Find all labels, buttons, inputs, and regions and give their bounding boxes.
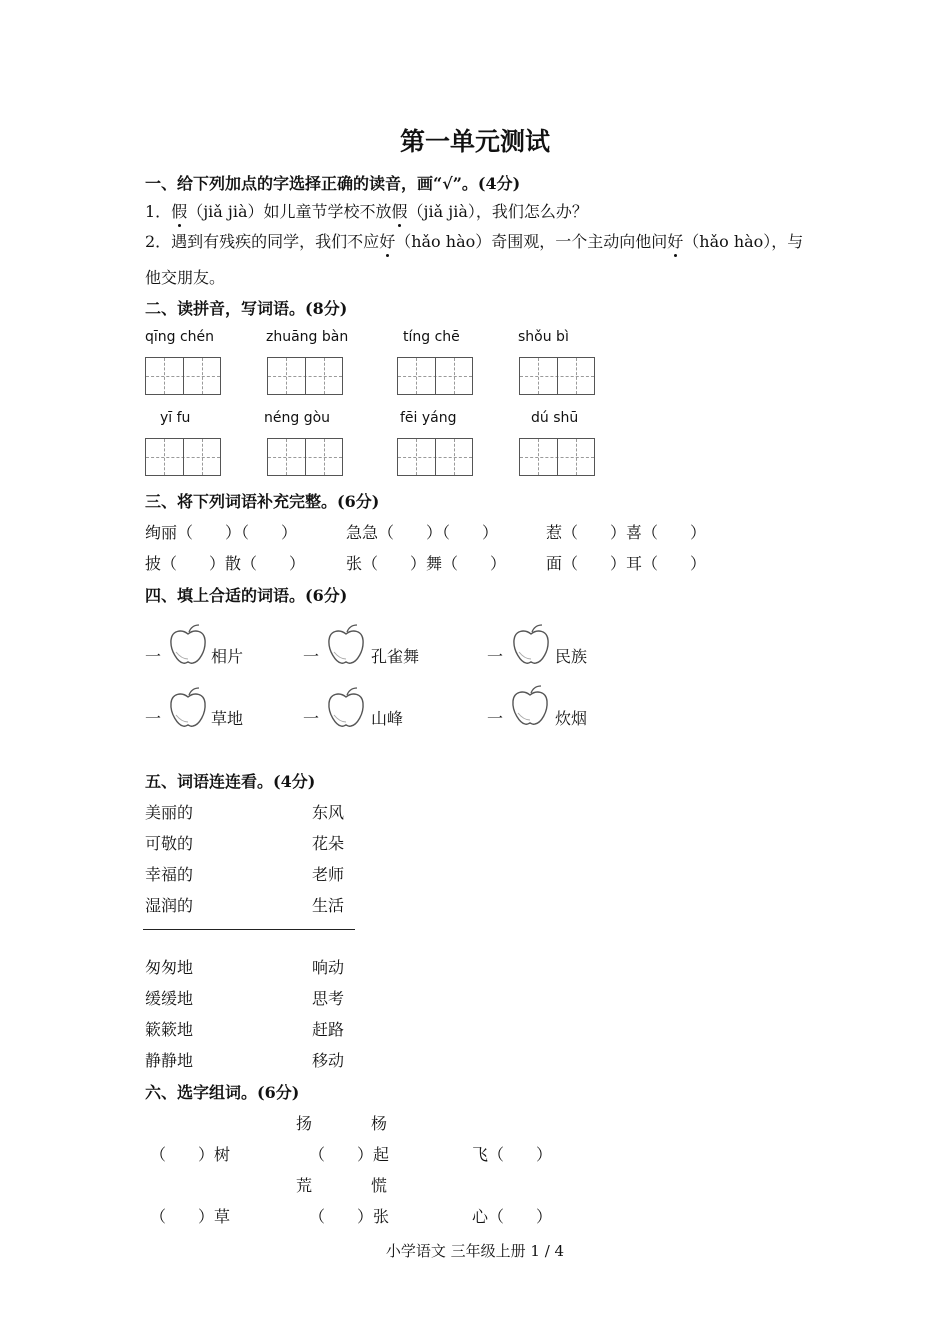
match-left-word[interactable]: 缓缓地 xyxy=(145,989,194,1008)
apple-blank-icon[interactable] xyxy=(511,624,551,666)
writing-grid[interactable] xyxy=(267,357,343,395)
match-right-word[interactable]: 响动 xyxy=(312,958,345,977)
apple-blank-icon[interactable] xyxy=(326,687,366,729)
apple-blank-icon[interactable] xyxy=(510,685,550,727)
match-left-word[interactable]: 静静地 xyxy=(145,1051,194,1070)
match-right-word[interactable]: 生活 xyxy=(312,896,345,915)
fill-blank-item[interactable]: 张（ ）舞（ ） xyxy=(346,554,507,573)
char-choice: 扬 xyxy=(296,1114,313,1133)
match-right-word[interactable]: 赶路 xyxy=(312,1020,345,1039)
writing-grid[interactable] xyxy=(397,438,473,476)
fill-blank-item[interactable]: 惹（ ）喜（ ） xyxy=(546,523,707,542)
match-left-word[interactable]: 匆匆地 xyxy=(145,958,194,977)
fill-blank-item[interactable]: 披（ ）散（ ） xyxy=(145,554,306,573)
char-choice: 慌 xyxy=(371,1176,388,1195)
question-1-line: 1．假（jiǎ jià）如儿童节学校不放假（jiǎ jià），我们怎么办？ xyxy=(145,199,588,222)
fill-blank-item[interactable]: 面（ ）耳（ ） xyxy=(546,554,707,573)
pinyin-label: néng gòu xyxy=(264,410,331,426)
dotted-char: 好 xyxy=(379,229,395,252)
match-right-word[interactable]: 移动 xyxy=(312,1051,345,1070)
measure-noun: 民族 xyxy=(555,647,588,666)
writing-grid[interactable] xyxy=(145,357,221,395)
match-right-word[interactable]: 花朵 xyxy=(312,834,345,853)
page-footer: 小学语文 三年级上册 1 / 4 xyxy=(385,1242,565,1260)
section-4-heading: 四、填上合适的词语。(6分) xyxy=(145,586,348,605)
apple-blank-icon[interactable] xyxy=(326,624,366,666)
measure-noun: 草地 xyxy=(211,709,244,728)
fill-blank-item[interactable]: 急急（ ）（ ） xyxy=(346,523,499,542)
char-choice: 杨 xyxy=(371,1114,388,1133)
match-left-word[interactable]: 美丽的 xyxy=(145,803,194,822)
match-right-word[interactable]: 东风 xyxy=(312,803,345,822)
section-3-heading: 三、将下列词语补充完整。(6分) xyxy=(145,492,380,511)
writing-grid[interactable] xyxy=(145,438,221,476)
measure-prefix: 一 xyxy=(303,647,320,666)
pinyin-label: dú shū xyxy=(531,410,579,426)
divider-line xyxy=(143,929,355,930)
section-2-heading: 二、读拼音，写词语。(8分) xyxy=(145,299,348,318)
section-5-heading: 五、词语连连看。(4分) xyxy=(145,772,316,791)
writing-grid[interactable] xyxy=(519,357,595,395)
apple-blank-icon[interactable] xyxy=(168,687,208,729)
pinyin-label: fēi yáng xyxy=(400,410,457,426)
measure-prefix: 一 xyxy=(487,647,504,666)
word-blank[interactable]: （ ）张 xyxy=(309,1207,390,1226)
section-1-heading: 一、给下列加点的字选择正确的读音，画“√”。(4分) xyxy=(145,174,521,193)
fill-blank-item[interactable]: 绚丽（ ）（ ） xyxy=(145,523,298,542)
match-right-word[interactable]: 思考 xyxy=(312,989,345,1008)
measure-noun: 相片 xyxy=(211,647,244,666)
question-2-line: 2．遇到有残疾的同学，我们不应好（hǎo hào）奇围观，一个主动向他问好（hǎo hào），与 xyxy=(145,229,803,252)
dotted-char: 假 xyxy=(392,199,408,222)
pinyin-label: zhuāng bàn xyxy=(266,329,349,345)
measure-noun: 孔雀舞 xyxy=(371,647,420,666)
match-left-word[interactable]: 湿润的 xyxy=(145,896,194,915)
measure-noun: 炊烟 xyxy=(555,709,588,728)
measure-prefix: 一 xyxy=(487,709,504,728)
match-right-word[interactable]: 老师 xyxy=(312,865,345,884)
question-2-continuation: 他交朋友。 xyxy=(145,268,226,287)
measure-noun: 山峰 xyxy=(371,709,404,728)
section-6-heading: 六、选字组词。(6分) xyxy=(145,1083,300,1102)
word-blank[interactable]: （ ）树 xyxy=(150,1145,231,1164)
measure-prefix: 一 xyxy=(145,709,162,728)
word-blank[interactable]: （ ）起 xyxy=(309,1145,390,1164)
char-choice: 荒 xyxy=(296,1176,313,1195)
word-blank[interactable]: 飞（ ） xyxy=(472,1145,553,1164)
measure-prefix: 一 xyxy=(303,709,320,728)
match-left-word[interactable]: 可敬的 xyxy=(145,834,194,853)
dotted-char: 好 xyxy=(667,229,683,252)
pinyin-label: tíng chē xyxy=(403,329,460,345)
word-blank[interactable]: 心（ ） xyxy=(472,1207,553,1226)
pinyin-label: shǒu bì xyxy=(518,329,569,345)
page-title: 第一单元测试 xyxy=(399,127,550,156)
writing-grid[interactable] xyxy=(397,357,473,395)
measure-prefix: 一 xyxy=(145,647,162,666)
dotted-char: 假 xyxy=(171,199,187,222)
writing-grid[interactable] xyxy=(267,438,343,476)
pinyin-label: yī fu xyxy=(160,410,191,426)
pinyin-label: qīng chén xyxy=(145,329,215,345)
apple-blank-icon[interactable] xyxy=(168,624,208,666)
word-blank[interactable]: （ ）草 xyxy=(150,1207,231,1226)
writing-grid[interactable] xyxy=(519,438,595,476)
match-left-word[interactable]: 簌簌地 xyxy=(145,1020,194,1039)
match-left-word[interactable]: 幸福的 xyxy=(145,865,194,884)
